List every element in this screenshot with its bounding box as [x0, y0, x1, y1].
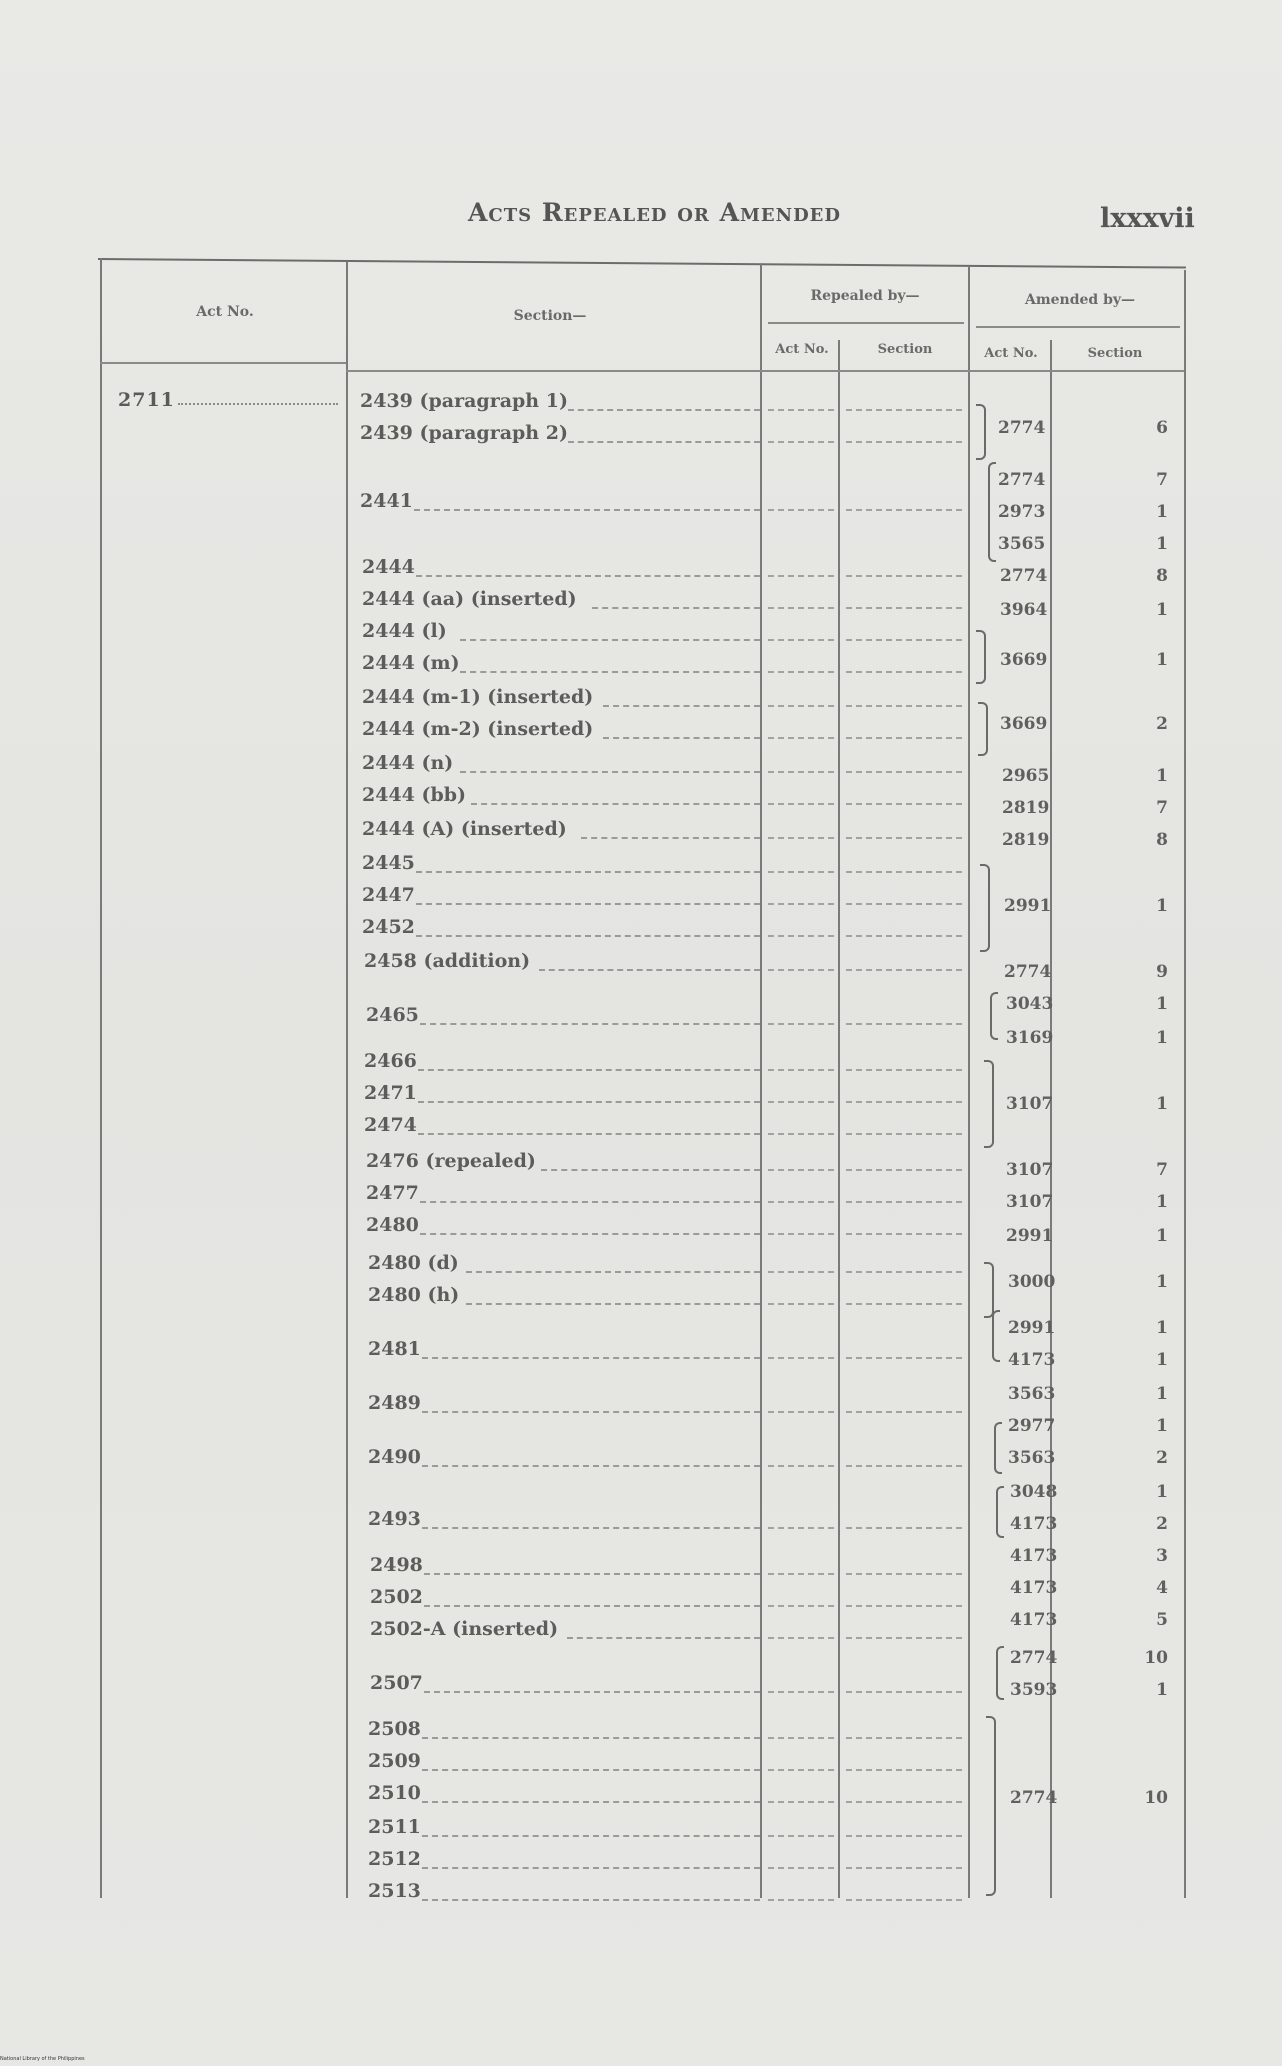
header-section: Section— — [513, 308, 587, 324]
dot-leader — [846, 1133, 962, 1135]
dot-leader — [768, 1691, 834, 1693]
amended-section-no: 2 — [1156, 1514, 1168, 1534]
section-label: 2444 (m) — [362, 652, 460, 674]
amended-section-no: 7 — [1156, 1160, 1168, 1180]
section-label: 2444 (A) (inserted) — [362, 818, 567, 840]
dot-leader — [768, 837, 834, 839]
dot-leader — [768, 1801, 834, 1803]
dot-leader — [768, 1169, 834, 1171]
dot-leader — [422, 1527, 760, 1529]
dot-leader — [768, 1023, 834, 1025]
dot-leader — [603, 737, 760, 739]
dot-leader — [568, 409, 760, 411]
amended-act-no: 3669 — [1000, 650, 1048, 670]
dot-leader — [460, 639, 760, 641]
dot-leader — [846, 575, 962, 577]
section-label: 2445 — [362, 852, 415, 874]
header-rule-main — [346, 370, 1184, 372]
amended-section-no: 1 — [1156, 534, 1168, 554]
dot-leader — [768, 903, 834, 905]
dot-leader — [768, 1101, 834, 1103]
amended-act-no: 2774 — [998, 418, 1046, 438]
section-label: 2471 — [364, 1082, 417, 1104]
amended-section-no: 10 — [1144, 1788, 1168, 1808]
section-label: 2466 — [364, 1050, 417, 1072]
section-label: 2441 — [360, 490, 413, 512]
dot-leader — [846, 1069, 962, 1071]
amended-section-no: 8 — [1156, 566, 1168, 586]
dot-leader — [768, 737, 834, 739]
dot-leader — [768, 639, 834, 641]
dot-leader — [418, 1069, 760, 1071]
section-label: 2452 — [362, 916, 415, 938]
dot-leader — [846, 737, 962, 739]
section-label: 2513 — [368, 1880, 421, 1902]
dot-leader — [846, 1527, 962, 1529]
section-label: 2480 (h) — [368, 1284, 460, 1306]
dot-leader — [416, 935, 760, 937]
amended-act-no: 2774 — [1000, 566, 1048, 586]
dot-leader — [418, 1101, 760, 1103]
amended-section-no: 3 — [1156, 1546, 1168, 1566]
dot-leader — [424, 1691, 760, 1693]
section-label: 2477 — [366, 1182, 419, 1204]
col-divider-section — [346, 262, 348, 1898]
amended-act-no: 3107 — [1006, 1160, 1054, 1180]
act-number-leader — [178, 403, 338, 405]
dot-leader — [846, 1637, 962, 1639]
dot-leader — [846, 1303, 962, 1305]
dot-leader — [846, 1691, 962, 1693]
dot-leader — [846, 509, 962, 511]
dot-leader — [846, 607, 962, 609]
dot-leader — [846, 1573, 962, 1575]
amended-act-no: 2819 — [1002, 830, 1050, 850]
subheader-repealed-section: Section — [877, 342, 933, 357]
subheader-amended-act-no: Act No. — [984, 346, 1038, 361]
section-label: 2502-A (inserted) — [370, 1618, 559, 1640]
amended-section-no: 1 — [1156, 766, 1168, 786]
dot-leader — [422, 1835, 760, 1837]
dot-leader — [603, 705, 760, 707]
dot-leader — [420, 1233, 760, 1235]
grouping-brace — [976, 404, 986, 460]
dot-leader — [568, 441, 760, 443]
grouping-brace — [990, 992, 998, 1040]
dot-leader — [768, 771, 834, 773]
dot-leader — [768, 1573, 834, 1575]
grouping-brace — [984, 1262, 994, 1318]
amended-section-no: 1 — [1156, 1318, 1168, 1338]
dot-leader — [539, 969, 760, 971]
section-label: 2444 (l) — [362, 620, 447, 642]
dot-leader — [846, 1605, 962, 1607]
grouping-brace — [980, 864, 990, 952]
dot-leader — [846, 871, 962, 873]
amended-act-no: 3048 — [1010, 1482, 1058, 1502]
dot-leader — [768, 871, 834, 873]
grouping-brace — [984, 1060, 994, 1148]
amended-section-no: 1 — [1156, 1416, 1168, 1436]
dot-leader — [424, 1605, 760, 1607]
amended-section-no: 10 — [1144, 1648, 1168, 1668]
section-label: 2444 (bb) — [362, 784, 467, 806]
section-label: 2458 (addition) — [364, 950, 531, 972]
dot-leader — [460, 671, 760, 673]
amended-act-no: 4173 — [1010, 1578, 1058, 1598]
dot-leader — [846, 1411, 962, 1413]
dot-leader — [460, 771, 760, 773]
dot-leader — [422, 1465, 760, 1467]
dot-leader — [768, 1899, 834, 1901]
dot-leader — [768, 1867, 834, 1869]
amended-section-no: 2 — [1156, 1448, 1168, 1468]
grouping-brace — [996, 1486, 1004, 1538]
dot-leader — [768, 1069, 834, 1071]
section-label: 2481 — [368, 1338, 421, 1360]
dot-leader — [846, 1201, 962, 1203]
section-label: 2480 — [366, 1214, 419, 1236]
amended-act-no: 2991 — [1004, 896, 1052, 916]
dot-leader — [541, 1169, 760, 1171]
subheader-repealed-act-no: Act No. — [775, 342, 829, 357]
amended-act-no: 3107 — [1006, 1192, 1054, 1212]
section-label: 2444 — [362, 556, 415, 578]
amended-act-no: 2991 — [1008, 1318, 1056, 1338]
dot-leader — [422, 1737, 760, 1739]
amended-section-no: 4 — [1156, 1578, 1168, 1598]
amended-act-no: 2973 — [998, 502, 1046, 522]
dot-leader — [414, 509, 760, 511]
amended-section-no: 2 — [1156, 714, 1168, 734]
dot-leader — [768, 1271, 834, 1273]
dot-leader — [768, 575, 834, 577]
footer-credit: National Library of the Philippines — [0, 2056, 85, 2062]
header-act-no: Act No. — [196, 304, 254, 320]
section-label: 2511 — [368, 1816, 421, 1838]
dot-leader — [422, 1801, 760, 1803]
dot-leader — [592, 607, 760, 609]
amended-section-no: 1 — [1156, 1350, 1168, 1370]
dot-leader — [768, 705, 834, 707]
dot-leader — [768, 935, 834, 937]
amended-act-no: 2977 — [1008, 1416, 1056, 1436]
amended-act-no: 4173 — [1008, 1350, 1056, 1370]
dot-leader — [846, 671, 962, 673]
grouping-brace — [976, 630, 986, 684]
dot-leader — [768, 441, 834, 443]
table-top-rule — [98, 258, 1186, 269]
amended-section-no: 1 — [1156, 1384, 1168, 1404]
amended-act-no: 2774 — [1010, 1788, 1058, 1808]
grouping-brace — [992, 1310, 1000, 1362]
amended-section-no: 1 — [1156, 1272, 1168, 1292]
dot-leader — [846, 1233, 962, 1235]
section-label: 2465 — [366, 1004, 419, 1026]
dot-leader — [567, 1637, 760, 1639]
section-label: 2444 (n) — [362, 752, 454, 774]
dot-leader — [846, 705, 962, 707]
amended-section-no: 1 — [1156, 1226, 1168, 1246]
section-label: 2444 (m-1) (inserted) — [362, 686, 594, 708]
dot-leader — [846, 935, 962, 937]
dot-leader — [768, 607, 834, 609]
dot-leader — [768, 1357, 834, 1359]
amended-section-no: 7 — [1156, 470, 1168, 490]
dot-leader — [422, 1899, 760, 1901]
dot-leader — [846, 771, 962, 773]
dot-leader — [420, 1201, 760, 1203]
dot-leader — [422, 1769, 760, 1771]
dot-leader — [846, 1023, 962, 1025]
dot-leader — [768, 1233, 834, 1235]
section-label: 2502 — [370, 1586, 423, 1608]
col-divider-amended — [968, 266, 970, 1898]
section-label: 2474 — [364, 1114, 417, 1136]
dot-leader — [846, 441, 962, 443]
section-label: 2490 — [368, 1446, 421, 1468]
amended-act-no: 3043 — [1006, 994, 1054, 1014]
section-label: 2447 — [362, 884, 415, 906]
dot-leader — [846, 1867, 962, 1869]
section-label: 2439 (paragraph 1) — [360, 390, 568, 412]
dot-leader — [768, 1737, 834, 1739]
dot-leader — [846, 639, 962, 641]
dot-leader — [422, 1867, 760, 1869]
amended-act-no: 3563 — [1008, 1384, 1056, 1404]
col-divider-repealed — [760, 264, 762, 1898]
amended-section-no: 8 — [1156, 830, 1168, 850]
dot-leader — [846, 409, 962, 411]
header-rule-repealed — [768, 322, 964, 324]
amended-act-no: 3669 — [1000, 714, 1048, 734]
amended-section-no: 1 — [1156, 600, 1168, 620]
dot-leader — [424, 1573, 760, 1575]
dot-leader — [768, 1637, 834, 1639]
section-label: 2439 (paragraph 2) — [360, 422, 568, 444]
dot-leader — [846, 1465, 962, 1467]
section-label: 2498 — [370, 1554, 423, 1576]
dot-leader — [768, 1605, 834, 1607]
amended-act-no: 3565 — [998, 534, 1046, 554]
page-number: lxxxvii — [1100, 203, 1195, 234]
section-label: 2507 — [370, 1672, 423, 1694]
amended-section-no: 1 — [1156, 994, 1168, 1014]
subheader-amended-section: Section — [1087, 346, 1143, 361]
grouping-brace — [988, 462, 996, 562]
dot-leader — [846, 1271, 962, 1273]
amended-act-no: 3563 — [1008, 1448, 1056, 1468]
amended-act-no: 3964 — [1000, 600, 1048, 620]
section-label: 2509 — [368, 1750, 421, 1772]
amended-act-no: 2774 — [998, 470, 1046, 490]
amended-section-no: 9 — [1156, 962, 1168, 982]
dot-leader — [768, 409, 834, 411]
header-amended-by: Amended by— — [1024, 292, 1136, 308]
dot-leader — [846, 803, 962, 805]
dot-leader — [846, 1899, 962, 1901]
grouping-brace — [978, 702, 988, 756]
amended-act-no: 3593 — [1010, 1680, 1058, 1700]
dot-leader — [466, 1303, 760, 1305]
section-label: 2510 — [368, 1782, 421, 1804]
amended-section-no: 7 — [1156, 798, 1168, 818]
dot-leader — [846, 837, 962, 839]
amended-act-no: 2991 — [1006, 1226, 1054, 1246]
header-rule-actno — [100, 362, 346, 364]
dot-leader — [422, 1357, 760, 1359]
amended-act-no: 3169 — [1006, 1028, 1054, 1048]
dot-leader — [846, 903, 962, 905]
dot-leader — [768, 803, 834, 805]
amended-act-no: 4173 — [1010, 1610, 1058, 1630]
amended-act-no: 3107 — [1006, 1094, 1054, 1114]
section-label: 2512 — [368, 1848, 421, 1870]
dot-leader — [846, 1769, 962, 1771]
section-label: 2480 (d) — [368, 1252, 459, 1274]
dot-leader — [768, 1133, 834, 1135]
amended-act-no: 2965 — [1002, 766, 1050, 786]
amended-section-no: 1 — [1156, 650, 1168, 670]
amended-section-no: 1 — [1156, 896, 1168, 916]
dot-leader — [418, 1133, 760, 1135]
grouping-brace — [994, 1422, 1002, 1474]
dot-leader — [846, 1835, 962, 1837]
dot-leader — [416, 871, 760, 873]
dot-leader — [416, 903, 760, 905]
amended-section-no: 1 — [1156, 1094, 1168, 1114]
dot-leader — [768, 1303, 834, 1305]
dot-leader — [768, 1201, 834, 1203]
grouping-brace — [996, 1646, 1004, 1700]
dot-leader — [846, 1169, 962, 1171]
dot-leader — [768, 671, 834, 673]
amended-section-no: 1 — [1156, 1680, 1168, 1700]
dot-leader — [420, 1023, 760, 1025]
act-number: 2711 — [118, 389, 175, 411]
amended-act-no: 4173 — [1010, 1514, 1058, 1534]
amended-act-no: 3000 — [1008, 1272, 1056, 1292]
dot-leader — [416, 575, 760, 577]
dot-leader — [422, 1411, 760, 1413]
section-label: 2508 — [368, 1718, 421, 1740]
dot-leader — [846, 1737, 962, 1739]
amended-section-no: 1 — [1156, 1028, 1168, 1048]
running-title: Acts Repealed or Amended — [468, 198, 842, 227]
col-divider-repealed-sub — [838, 340, 840, 1898]
dot-leader — [846, 1357, 962, 1359]
dot-leader — [768, 1411, 834, 1413]
amended-act-no: 2774 — [1010, 1648, 1058, 1668]
header-rule-amended — [976, 326, 1180, 328]
table-left-rule — [100, 258, 102, 1898]
table-right-rule — [1184, 270, 1186, 1898]
dot-leader — [846, 1801, 962, 1803]
dot-leader — [581, 837, 760, 839]
dot-leader — [846, 969, 962, 971]
section-label: 2489 — [368, 1392, 421, 1414]
amended-act-no: 2819 — [1002, 798, 1050, 818]
amended-section-no: 5 — [1156, 1610, 1168, 1630]
dot-leader — [768, 509, 834, 511]
section-label: 2476 (repealed) — [366, 1150, 536, 1172]
grouping-brace — [986, 1716, 996, 1896]
dot-leader — [846, 1101, 962, 1103]
amended-act-no: 4173 — [1010, 1546, 1058, 1566]
dot-leader — [768, 969, 834, 971]
section-label: 2493 — [368, 1508, 421, 1530]
amended-section-no: 6 — [1156, 418, 1168, 438]
dot-leader — [768, 1527, 834, 1529]
dot-leader — [471, 803, 760, 805]
amended-act-no: 2774 — [1004, 962, 1052, 982]
dot-leader — [768, 1465, 834, 1467]
section-label: 2444 (m-2) (inserted) — [362, 718, 594, 740]
header-repealed-by: Repealed by— — [810, 288, 920, 304]
amended-section-no: 1 — [1156, 502, 1168, 522]
dot-leader — [768, 1835, 834, 1837]
section-label: 2444 (aa) (inserted) — [362, 588, 577, 610]
amended-section-no: 1 — [1156, 1192, 1168, 1212]
amended-section-no: 1 — [1156, 1482, 1168, 1502]
dot-leader — [466, 1271, 760, 1273]
dot-leader — [768, 1769, 834, 1771]
